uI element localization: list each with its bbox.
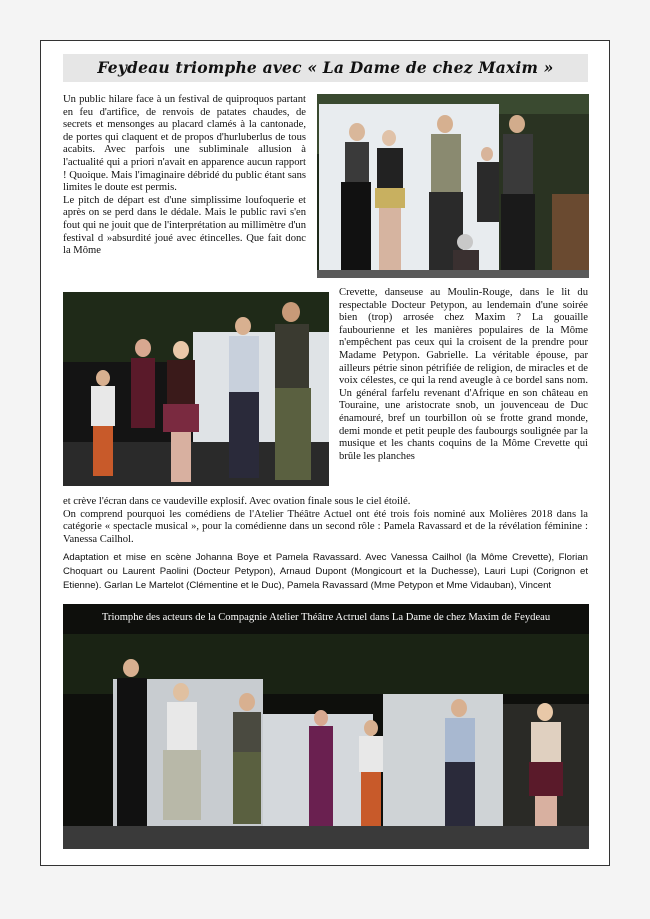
closing-text [63,496,588,546]
paragraph-2: Le pitch de départ est d'une simplissime loufoquerie et après on se perd dans le dédale. Mais le public ravi s'en fout qui ne jouit que de l'interprétation au millimètre d'un festival d »absurdité joué avec étincelles. Que fait donc la Môme [63,194,306,257]
photo-curtain-call [63,604,589,849]
cast-credits: Adaptation et mise en scène Johanna Boye et Pamela Ravassard. Avec Vanessa Cailhol (la Môme Crevette), Florian Choquart ou Laurent Paolini (Docteur Petypon), Arnaud Dupont (Mongicourt et la Duchesse), Lauri Lupi (Corignon et Etienne). Garlan Le Martelot (Clémentine et le Duc), Pamela Ravassard (Mme Petypon et Mme Vidauban), Vincent [63,552,588,591]
article-page [40,40,610,866]
intro-text [63,94,306,289]
photo-dancers-stage [317,94,589,278]
paragraph-1: Un public hilare face à un festival de quiproquos partant en feu d'artifice, de renvois de patates chaudes, de secrets et mensonges au placard clamés à la cantonade, de portes qui claquent et de propos d'hurluberlus de tous acabits. Avec parfois une subliminale allusion à l'actualité qui a priori n'avait en apparence aucun rapport ! Quoique. Mais l'imaginaire débridé du public étant sans limites le doute est permis. [63,94,306,194]
photo-caption: Triomphe des acteurs de la Compagnie Atelier Théâtre Actruel dans La Dame de chez Maxim de Feydeau [101,612,551,623]
paragraph-5: On comprend pourquoi les comédiens de l'Atelier Théâtre Actuel ont été trois fois nominé aux Molières 2018 dans la catégorie « spectacle musical », pour la comédienne dans un second rôle : Pamela Ravassard et de la révélation féminine : Vanessa Cailhol. [63,508,588,545]
photo-dance-scene [63,292,329,486]
story-text: Crevette, danseuse au Moulin-Rouge, dans le lit du respectable Docteur Petypon, au lendemain d'une soirée bien (trop) arrosée chez Maxim ? La gouaille faubourienne et les manières populaires de la Môme n'empêchent pas ceux qui la croisent de la prendre pour Madame Petypon. Gabrielle. La véritable épouse, par ailleurs pétrie sinon pétrifiée de religion, de miracles et de voix célestes, ce qui la rend aveugle à ce bordel sans nom. Un général farfelu revenant d'Afrique en son château en Touraine, une aristocrate snob, un jouvenceau de Duc énamouré, bref un tourbillon où se frotte grand monde, demi monde et petit peuple des faubourgs soulignée par la musique et les chants coquins de la Môme Crevette qui brûle les planches [339,287,588,462]
article-title: Feydeau triomphe avec « La Dame de chez Maxim » [63,54,588,82]
paragraph-4: et crève l'écran dans ce vaudeville explosif. Avec ovation finale sous le ciel étoilé. [63,496,411,507]
